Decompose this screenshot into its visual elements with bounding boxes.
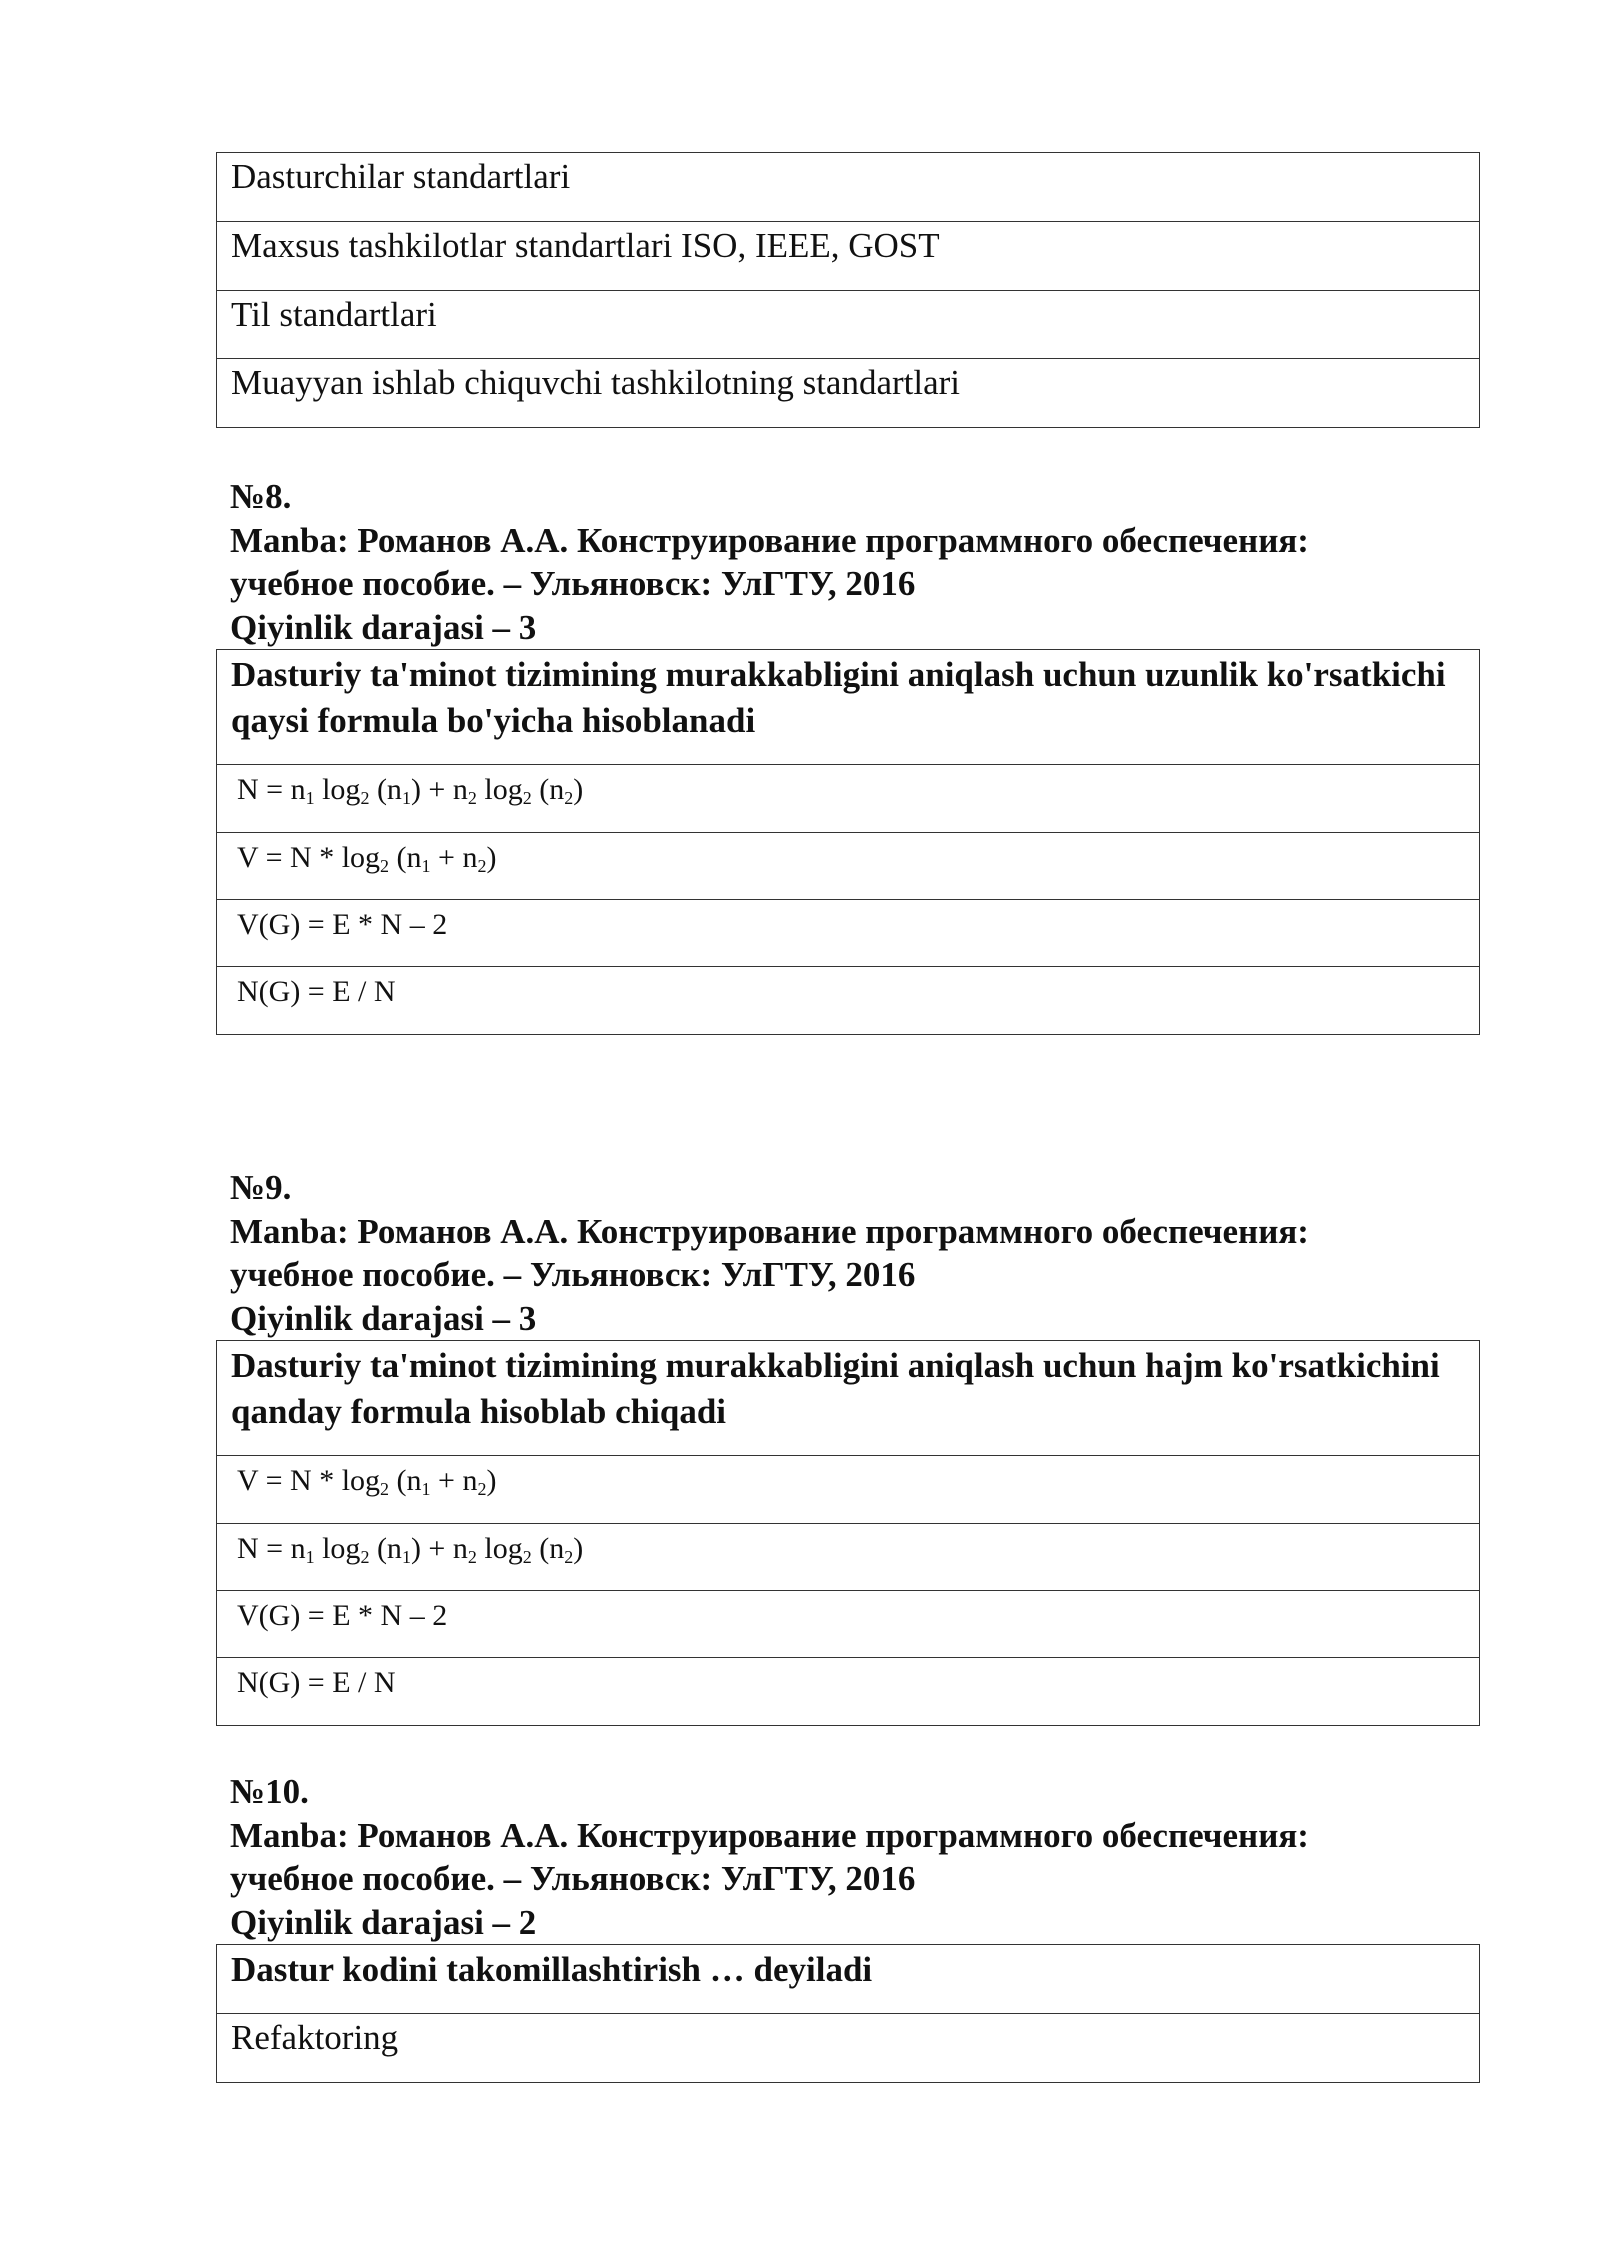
formula-option: $V = N * \log_2 (n_1 + n_2)$ [217,833,1480,900]
difficulty-level: Qiyinlik darajasi – 3 [230,1298,537,1338]
table-row [217,765,1480,833]
table-row [217,291,1480,359]
question-10-header [230,1770,1490,1944]
table-row [217,2014,1480,2083]
difficulty-level: Qiyinlik darajasi – 2 [230,1902,537,1942]
formula-option: $V = N * \log_2 (n_1 + n_2)$ [217,1456,1480,1524]
table-row [217,359,1480,428]
question-10-table [216,1944,1480,2083]
question-9-table [216,1340,1480,1726]
answer-table-top [216,152,1480,428]
table-row [217,1945,1480,2014]
source-line: Manba: Романов А.А. Конструирование программного обеспечения: [230,1211,1309,1251]
formula-option: $N = n_1$ $\log_2 (n_1) + n_2$ $\log_2 (n_2)$ [217,1524,1480,1591]
question-number: №9. [230,1168,292,1207]
difficulty-level: Qiyinlik darajasi – 3 [230,607,537,647]
answer-option: Refaktoring [217,2014,1480,2083]
table-row [217,1456,1480,1524]
table-row [217,900,1480,967]
formula-option: V(G) = E * N – 2 [217,1591,1480,1658]
formula-option: $N = n_1$ $\log_2 (n_1) + n_2$ $\log_2 (n_2)$ [217,765,1480,833]
table-row [217,650,1480,765]
answer-option: Maxsus tashkilotlar standartlari ISO, IEEE, GOST [217,222,1480,291]
source-line: Manba: Романов А.А. Конструирование программного обеспечения: [230,520,1309,560]
table-row [217,1341,1480,1456]
source-line: учебное пособие. – Ульяновск: УлГТУ, 2016 [230,564,916,603]
table-row [217,1524,1480,1591]
table-row [217,153,1480,222]
table-row [217,833,1480,900]
table-row [217,967,1480,1035]
table-row [217,1658,1480,1726]
question-8-header [230,475,1490,649]
question-number: №8. [230,477,292,516]
source-line: Manba: Романов А.А. Конструирование программного обеспечения: [230,1815,1309,1855]
formula-option: N(G) = E / N [217,1658,1480,1726]
formula-option: N(G) = E / N [217,967,1480,1035]
answer-option: Til standartlari [217,291,1480,359]
question-text: Dasturiy ta'minot tizimining murakkabligini aniqlash uchun uzunlik ko'rsatkichi qaysi formula bo'yicha hisoblanadi [217,650,1480,765]
question-9-header [230,1166,1490,1340]
question-text: Dastur kodini takomillashtirish … deyiladi [217,1945,1480,2014]
table-row [217,1591,1480,1658]
table-row [217,222,1480,291]
answer-option: Muayyan ishlab chiquvchi tashkilotning standartlari [217,359,1480,428]
question-8-table [216,649,1480,1035]
formula-option: V(G) = E * N – 2 [217,900,1480,967]
question-number: №10. [230,1772,309,1811]
source-line: учебное пособие. – Ульяновск: УлГТУ, 2016 [230,1255,916,1294]
question-text: Dasturiy ta'minot tizimining murakkabligini aniqlash uchun hajm ko'rsatkichini qanday formula hisoblab chiqadi [217,1341,1480,1456]
source-line: учебное пособие. – Ульяновск: УлГТУ, 2016 [230,1859,916,1898]
answer-option: Dasturchilar standartlari [217,153,1480,222]
